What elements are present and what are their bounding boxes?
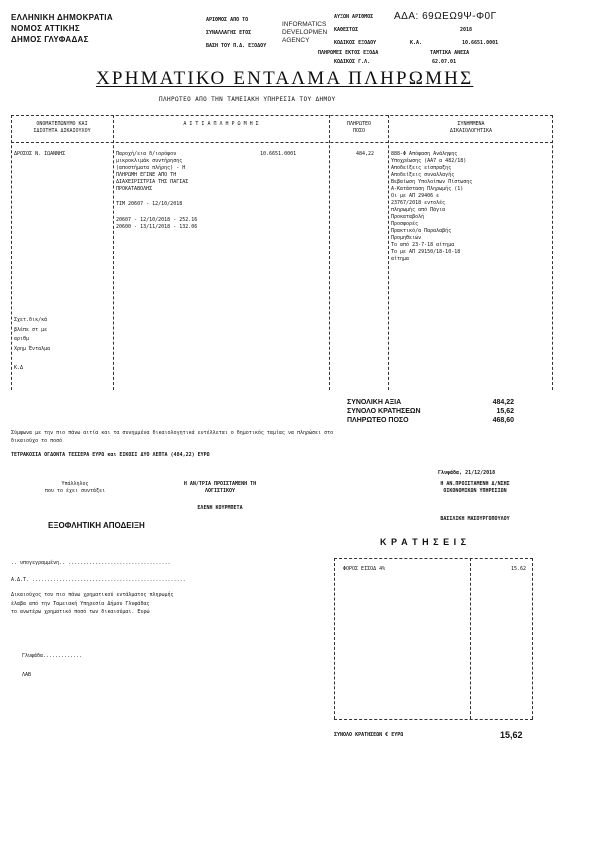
signature-finance-name: ΒΑΣΙΛΙΚΗ ΜΑΣΟΥΡΓΟΠΟΥΛΟΥ xyxy=(440,516,510,522)
deductions-total-label: ΣΥΝΟΛΟ ΚΡΑΤΗΣΕΩΝ € ΕΥΡΩ xyxy=(334,732,404,738)
signature-finance xyxy=(400,481,550,495)
cause-gap xyxy=(116,208,197,216)
gl-code-value: 62.07.01 xyxy=(432,59,457,65)
payment-cause xyxy=(116,151,197,231)
total-value-amount: 484,22 xyxy=(492,399,514,406)
table-header-rule xyxy=(11,142,553,143)
attachment-line: Προσφορές xyxy=(391,221,419,227)
issuer-line: ΔΗΜΟΣ ΓΛΥΦΑΔΑΣ xyxy=(11,35,89,44)
signature-line: ΟΙΚΟΝΟΜΙΚΩΝ ΥΠΗΡΕΣΙΩΝ xyxy=(443,488,507,494)
signature-line: Υπάλληλος xyxy=(61,481,89,487)
table-col-divider xyxy=(329,115,330,390)
note-gap xyxy=(14,354,50,364)
signature-line: ΛΟΓΙΣΤΙΚΟΥ xyxy=(204,488,236,494)
ka-label: Κ.Α. xyxy=(410,40,423,46)
note-line: Χρημ Ένταλμα xyxy=(14,345,51,352)
table-col-divider xyxy=(11,115,12,390)
header-text: ΔΙΚΑΙΟΛΟΓΗΤΙΚΑ xyxy=(449,128,493,134)
payment-type-label: ΠΛΗΡΩΜΕΣ ΕΚΤΟΣ ΕΞΟΔΑ xyxy=(318,50,379,56)
attachment-line: 888-Φ Απόφαση Ανάληψης xyxy=(391,151,458,157)
regime-year: 2018 xyxy=(460,27,473,33)
header-text: ΣΥΝΗΜΜΕΝΑ xyxy=(457,121,485,127)
header-cause: Α Ι Τ Ι Α Π Λ Η Ρ Ω Μ Η Σ xyxy=(183,121,259,127)
signature-line: που το έχει συντάξει xyxy=(44,488,106,494)
attachment-line: Αποδείξεις συναλλαγής xyxy=(391,172,455,178)
header-text: ΟΝΟΜΑΤΕΠΩΝΥΜΟ ΚΑΙ xyxy=(36,121,88,127)
attachment-line: Το από 23-7-18 αίτημα xyxy=(391,242,455,248)
cause-line: (αποστήματα πλήρης) - Η xyxy=(116,165,186,171)
header-attachments xyxy=(391,121,551,135)
beneficiary-name: ΔΡΟΣΟΣ Ν. ΙΩΑΝΝΗΣ xyxy=(14,151,66,157)
receipt-text-line: Δικαιούχος του πιο πάνω χρηματικού εντάλματος πληρωμής xyxy=(11,592,174,598)
place-date: Γλυφάδα, 21/12/2018 xyxy=(438,470,496,476)
cause-line: Παροχή/εια δ/ιορόφου xyxy=(116,151,177,157)
regime-label: ΚΑΘΕΣΤΩΣ xyxy=(334,27,359,33)
statement-line: δικαιούχο το ποσό xyxy=(11,438,63,444)
cause-line: ΠΛΗΡΩΜΗ ΕΓΙΝΕ ΑΠΟ ΤΗ xyxy=(116,172,177,178)
header-text: ΙΔΙΟΤΗΤΑ ΔΙΚΑΙΟΥΧΟΥ xyxy=(33,128,91,134)
deductions-border-left xyxy=(334,558,335,719)
cause-budget-code: 10.6651.0001 xyxy=(260,151,297,157)
attachment-line: Το με ΑΠ 29150/18-10-18 xyxy=(391,249,461,255)
issuer-line: ΕΛΛΗΝΙΚΗ ΔΗΜΟΚΡΑΤΙΑ xyxy=(11,13,113,22)
deduction-amount: 15.62 xyxy=(510,566,526,572)
deduction-label: ΦΟΡΟΣ ΕΙΣΟΔ 4% xyxy=(343,566,386,572)
header-amount xyxy=(331,121,387,135)
payment-type-value: ΤΑΜΤΙΚΑ ΑΝΕΣΑ xyxy=(430,50,470,56)
net-payable-amount: 468,60 xyxy=(492,417,514,424)
cause-line: ΔΙΑΧΕΙΡΙΣΤΡΙΑ ΤΗΣ ΠΑΓΙΑΣ xyxy=(116,179,189,185)
table-col-divider xyxy=(552,115,553,390)
cause-line: ΠΡΟΚΑΤΑΒΟΛΗΣ xyxy=(116,186,153,192)
total-deductions-label: ΣΥΝΟΛΟ ΚΡΑΤΗΣΕΩΝ xyxy=(347,408,421,415)
receipt-text-line: έλαβα από την Ταμειακή Υπηρεσία Δήμου Γλυφάδας xyxy=(11,600,150,607)
deductions-bottom-rule xyxy=(334,719,533,720)
header-text: ΠΟΣΟ xyxy=(352,128,366,134)
cause-line: ΤΙΜ 20607 - 12/10/2018 xyxy=(116,201,183,208)
attachment-line: πληρωμής από Πάγια xyxy=(391,207,446,213)
ada-label: ΑΥΞΩΝ ΑΡΙΘΜΟΣ xyxy=(334,14,374,20)
deductions-title: Κ Ρ Α Τ Η Σ Ε Ι Σ xyxy=(380,537,467,547)
receipt-id-line: Α.Δ.Τ. ................................................... xyxy=(11,577,186,583)
expense-code-label: ΚΩΔΙΚΟΣ ΕΞΟΔΟΥ xyxy=(334,40,377,46)
attachment-line: Οι με ΑΠ 29406 ε xyxy=(391,193,440,199)
stamp-line: INFORMATICS xyxy=(282,21,327,28)
signature-accounting-name: ΕΛΕΝΗ ΚΟΥΡΜΠΕΤΑ xyxy=(197,505,243,511)
table-top-rule xyxy=(11,115,553,116)
table-col-divider xyxy=(113,115,114,390)
note-line: βλέπε στ με xyxy=(14,326,48,333)
receipt-text-line: το ανωτέρω χρηματικό ποσό των δικαιούμαι. Ευρώ xyxy=(11,609,150,615)
net-payable-label: ΠΛΗΡΩΤΕΟ ΠΟΣΟ xyxy=(347,417,409,424)
attachment-line: αίτημα xyxy=(391,256,410,262)
receipt-signature: ΛΑΒ xyxy=(22,672,32,678)
receipt-title: ΕΞΟΦΛΗΤΙΚΗ ΑΠΟΔΕΙΞΗ xyxy=(48,521,145,530)
statement-line: Σύμφωνα με την πιο πάνω αιτία και τα συνημμένα δικαιολογητικά εντέλλεται ο δημοτικός ταμίας να πληρώσει στο xyxy=(11,430,334,436)
deductions-top-rule xyxy=(334,558,533,559)
attachment-line: Πρακτικό/α Παραλαβής xyxy=(391,228,452,234)
stamp-line: DEVELOPMEN xyxy=(282,29,328,36)
ka-value: 10.6651.0001 xyxy=(462,40,499,46)
header-middle-line: ΣΥΝΑΛΛΑΓΗΣ ΕΤΟΣ xyxy=(206,30,252,36)
signature-line: Η ΑΝ/ΤΡΙΑ ΠΡΟΙΣΤΑΜΕΝΗ ΤΗ xyxy=(183,481,257,487)
header-middle-line: ΑΡΙΘΜΟΣ ΑΠΟ ΤΟ xyxy=(206,17,249,23)
statement-text xyxy=(11,429,333,445)
signature-clerk xyxy=(20,481,130,495)
attachment-line: Υποχρέωσης (ΑΑ7 α 482/18) xyxy=(391,158,467,164)
attachment-line: Προκαταβολή xyxy=(391,214,425,220)
ada-number: ΑΔΑ: 69ΩΕΩ9Ψ-Φ0Γ xyxy=(394,11,497,22)
cause-line: 20607 - 12/10/2018 - 252.16 xyxy=(116,216,198,223)
signature-line: Η ΑΝ.ΠΡΟΙΣΤΑΜΕΝΗ Δ/ΝΣΗΣ xyxy=(440,481,510,487)
header-text: ΠΛΗΡΩΤΕΟ xyxy=(346,121,372,127)
stamp-overlay xyxy=(282,22,327,44)
payable-amount: 484,22 xyxy=(356,151,375,157)
header-middle-line: ΒΑΣΗ ΤΟΥ Π.Δ. ΕΞΟΔΟΥ xyxy=(206,43,267,49)
gl-code-label: ΚΩΔΙΚΟΣ Γ.Λ. xyxy=(334,59,371,65)
stamp-line: AGENCY xyxy=(282,37,310,44)
attachment-line: Α-Κατάσταση Πληρωμής (1) xyxy=(391,186,464,192)
signature-accounting xyxy=(150,481,290,495)
note-line: αριθμ xyxy=(14,336,30,342)
header-beneficiary xyxy=(14,121,110,135)
issuer-line: ΝΟΜΟΣ ΑΤΤΙΚΗΣ xyxy=(11,24,80,33)
cause-gap xyxy=(116,193,197,201)
table-col-divider xyxy=(388,115,389,390)
total-deductions-amount: 15,62 xyxy=(496,408,514,415)
document-subtitle: ΠΛΗΡΩΤΕΟ ΑΠΟ ΤΗΝ ΤΑΜΕΙΑΚΗ ΥΠΗΡΕΣΙΑ ΤΟΥ ΔΗΜΟΥ xyxy=(159,96,336,103)
attachment-line: Προμηθειών xyxy=(391,235,422,241)
cause-line: 20600 - 13/11/2018 - 132.06 xyxy=(116,223,198,230)
note-line: Κ.Δ xyxy=(14,364,24,371)
receipt-text xyxy=(11,591,174,617)
attachment-line: Αποδείξεις είσπραξης xyxy=(391,165,452,171)
issuer-block xyxy=(11,12,113,45)
cause-line: μικροκλιμάκ συντήρησης xyxy=(116,158,183,164)
receipt-signatory-line: .. υπογεγραμμένη.. .................................. xyxy=(11,560,171,566)
header-middle xyxy=(206,14,266,53)
note-line: Σχετ.δικ/κά xyxy=(14,317,48,323)
attachment-line: Βεβαίωση Υπολοίπων Πίστωσης xyxy=(391,179,473,185)
deductions-divider xyxy=(470,558,471,719)
attachment-line: 23767/2018 εντολές xyxy=(391,200,446,206)
deductions-total-amount: 15,62 xyxy=(500,730,523,740)
total-value-label: ΣΥΝΟΛΙΚΗ ΑΞΙΑ xyxy=(347,399,402,406)
deductions-border-right xyxy=(532,558,533,719)
attachments-list xyxy=(391,151,472,263)
amount-in-words: ΤΕΤΡΑΚΟΣΙΑ ΟΓΔΟΝΤΑ ΤΕΣΣΕΡΑ ΕΥΡΩ και ΕΙΚΟΣΙ ΔΥΟ ΛΕΠΤΑ (484,22) ΕΥΡΩ xyxy=(11,452,210,458)
related-docs-note xyxy=(14,316,50,373)
receipt-place: Γλυφάδα............. xyxy=(22,653,83,659)
document-title: ΧΡΗΜΑΤΙΚΟ ΕΝΤΑΛΜΑ ΠΛΗΡΩΜΗΣ xyxy=(96,68,474,89)
